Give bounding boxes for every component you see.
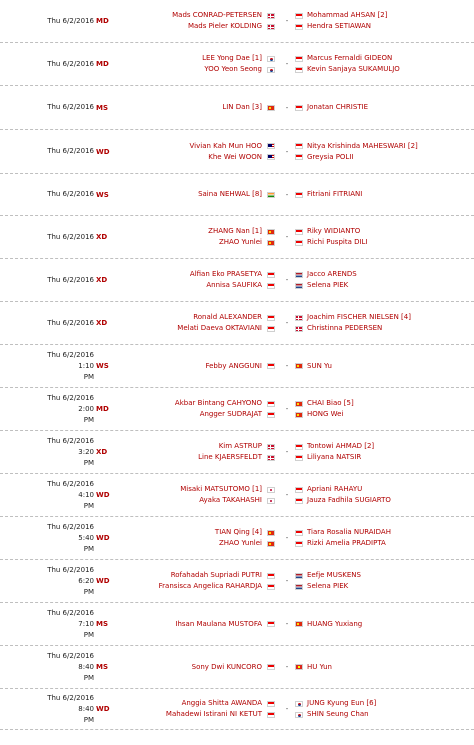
flag-ina-icon	[295, 24, 303, 30]
flag-ina-icon	[267, 326, 275, 332]
match-row	[0, 474, 474, 517]
versus-dash: -	[285, 319, 289, 327]
home-flags	[266, 259, 276, 301]
match-date: Thu 6/2/2016 3:20	[47, 436, 94, 456]
away-players	[307, 0, 474, 42]
flag-kor-icon	[267, 56, 275, 62]
away-players	[307, 689, 474, 729]
match-datetime	[42, 43, 94, 85]
away-flags	[294, 130, 304, 173]
match-datetime	[42, 345, 94, 387]
home-flags	[266, 646, 276, 688]
flag-ina-icon	[267, 272, 275, 278]
versus-dash: -	[285, 448, 289, 456]
away-flags	[294, 86, 304, 129]
player-link[interactable]: Hendra SETIAWAN	[307, 22, 372, 30]
player-link[interactable]: Christinna PEDERSEN	[307, 324, 383, 332]
away-flags	[294, 560, 304, 602]
match-date: Thu 6/2/2016 1:10	[47, 350, 94, 370]
match-time: PM	[83, 715, 94, 724]
away-players	[307, 86, 474, 129]
flag-ina-icon	[267, 315, 275, 321]
player-link[interactable]: Selena PIEK	[307, 582, 349, 590]
match-time: PM	[83, 544, 94, 553]
flag-kor-icon	[295, 701, 303, 707]
flag-ina-icon	[295, 530, 303, 536]
player-link[interactable]: ZHAO Yunlei	[218, 539, 262, 547]
event-code: XD	[96, 448, 108, 456]
match-date: Thu 6/2/2016	[47, 318, 94, 327]
flag-ina-icon	[295, 444, 303, 450]
flag-ina-icon	[267, 701, 275, 707]
flag-chn-icon	[295, 621, 303, 627]
player-link[interactable]: Mohammad AHSAN [2]	[307, 11, 388, 19]
match-datetime	[42, 259, 94, 301]
match-time: PM	[83, 415, 94, 424]
match-row	[0, 345, 474, 388]
flag-den-icon	[267, 13, 275, 19]
flag-ina-icon	[267, 621, 275, 627]
flag-ned-icon	[295, 283, 303, 289]
match-datetime	[42, 689, 94, 729]
match-datetime	[42, 603, 94, 645]
home-players	[120, 43, 262, 85]
flag-ina-icon	[267, 584, 275, 590]
home-players	[120, 646, 262, 688]
player-link[interactable]: Nitya Krishinda MAHESWARI [2]	[307, 141, 418, 150]
player-link[interactable]: Jonatan CHRISTIE	[307, 103, 369, 111]
player-link[interactable]: Ihsan Maulana MUSTOFA	[175, 619, 262, 628]
versus-dash: -	[285, 276, 289, 284]
event-code: MD	[96, 17, 109, 25]
event-code: MD	[96, 60, 109, 68]
match-row	[0, 517, 474, 560]
away-players	[307, 216, 474, 258]
versus-dash: -	[285, 17, 289, 25]
match-date: Thu 6/2/2016	[47, 275, 94, 284]
flag-ina-icon	[267, 664, 275, 670]
flag-kor-icon	[267, 67, 275, 73]
match-datetime	[42, 474, 94, 516]
versus-dash: -	[285, 534, 289, 542]
player-link[interactable]: Apriani RAHAYU	[307, 485, 363, 493]
player-link[interactable]: Ronald ALEXANDER	[193, 313, 262, 321]
match-datetime	[42, 388, 94, 430]
home-players	[120, 174, 262, 215]
home-flags	[266, 174, 276, 215]
home-flags	[266, 431, 276, 473]
home-flags	[266, 388, 276, 430]
event-code: WD	[96, 705, 110, 713]
flag-ned-icon	[295, 584, 303, 590]
flag-ina-icon	[295, 56, 303, 62]
flag-ina-icon	[295, 13, 303, 19]
away-players	[307, 174, 474, 215]
flag-ina-icon	[295, 541, 303, 547]
player-link[interactable]: Fitriani FITRIANI	[307, 190, 363, 198]
player-link[interactable]: Riky WIDIANTO	[307, 227, 361, 235]
versus-dash: -	[285, 405, 289, 413]
match-datetime	[42, 302, 94, 344]
event-code: XD	[96, 319, 108, 327]
player-link[interactable]: Annisa SAUFIKA	[206, 281, 262, 289]
flag-chn-icon	[267, 541, 275, 547]
flag-chn-icon	[267, 240, 275, 246]
player-link[interactable]: Rizki Amelia PRADIPTA	[307, 539, 386, 547]
event-code: XD	[96, 233, 108, 241]
away-players	[307, 302, 474, 344]
player-link[interactable]: Sony Dwi KUNCORO	[191, 662, 262, 671]
player-link[interactable]: YOO Yeon Seong	[204, 65, 262, 73]
flag-ina-icon	[267, 401, 275, 407]
versus-dash: -	[285, 491, 289, 499]
player-link[interactable]: Kevin Sanjaya SUKAMULJO	[307, 65, 400, 73]
home-flags	[266, 86, 276, 129]
match-date: Thu 6/2/2016	[47, 59, 94, 68]
event-code: MS	[96, 620, 109, 628]
player-link[interactable]: Jauza Fadhila SUGIARTO	[307, 496, 391, 504]
flag-ina-icon	[267, 363, 275, 369]
flag-ina-icon	[295, 229, 303, 235]
match-row	[0, 302, 474, 345]
match-date: Thu 6/2/2016	[47, 16, 94, 25]
away-flags	[294, 474, 304, 516]
away-players	[307, 474, 474, 516]
home-flags	[266, 0, 276, 42]
player-link[interactable]: Mads CONRAD-PETERSEN	[172, 11, 262, 19]
event-code: WD	[96, 577, 110, 585]
away-players	[307, 259, 474, 301]
player-link[interactable]: SUN Yu	[307, 361, 332, 370]
match-time: PM	[83, 372, 94, 381]
match-time: PM	[83, 458, 94, 467]
flag-ina-icon	[295, 105, 303, 111]
match-date: Thu 6/2/2016 5:40	[47, 522, 94, 542]
event-code: WD	[96, 491, 110, 499]
match-row	[0, 646, 474, 689]
flag-den-icon	[295, 326, 303, 332]
event-code: WD	[96, 534, 110, 542]
home-players	[120, 474, 262, 516]
player-link[interactable]: TIAN Qing [4]	[214, 528, 262, 536]
home-flags	[266, 130, 276, 173]
player-link[interactable]: CHAI Biao [5]	[307, 399, 354, 407]
home-players	[120, 517, 262, 559]
match-datetime	[42, 174, 94, 215]
player-link[interactable]: Liliyana NATSIR	[307, 453, 362, 461]
flag-jpn-icon	[267, 498, 275, 504]
home-flags	[266, 689, 276, 729]
away-flags	[294, 603, 304, 645]
home-players	[120, 0, 262, 42]
match-date: Thu 6/2/2016 2:00	[47, 393, 94, 413]
match-row	[0, 0, 474, 43]
away-players	[307, 560, 474, 602]
versus-dash: -	[285, 190, 289, 199]
flag-chn-icon	[267, 229, 275, 235]
away-players	[307, 517, 474, 559]
player-link[interactable]: Angger SUDRAJAT	[199, 410, 262, 418]
away-flags	[294, 646, 304, 688]
player-link[interactable]: SHIN Seung Chan	[307, 710, 369, 718]
player-link[interactable]: HUANG Yuxiang	[307, 619, 363, 628]
home-flags	[266, 216, 276, 258]
flag-kor-icon	[295, 712, 303, 718]
home-flags	[266, 302, 276, 344]
versus-dash: -	[285, 620, 289, 628]
flag-chn-icon	[267, 530, 275, 536]
match-datetime	[42, 431, 94, 473]
match-row	[0, 603, 474, 646]
away-players	[307, 646, 474, 688]
match-date: Thu 6/2/2016	[47, 190, 94, 198]
player-link[interactable]: Selena PIEK	[307, 281, 349, 289]
flag-ned-icon	[295, 573, 303, 579]
player-link[interactable]: Vivian Kah Mun HOO	[189, 141, 262, 150]
event-code: WS	[96, 190, 109, 199]
home-players	[120, 603, 262, 645]
player-link[interactable]: JUNG Kyung Eun [6]	[307, 699, 377, 707]
home-players	[120, 345, 262, 387]
flag-ina-icon	[295, 154, 303, 160]
away-players	[307, 43, 474, 85]
home-flags	[266, 345, 276, 387]
flag-vie-icon	[295, 664, 303, 670]
player-link[interactable]: Ayaka TAKAHASHI	[199, 496, 262, 504]
flag-mas-icon	[267, 154, 275, 160]
match-time: PM	[83, 673, 94, 682]
player-link[interactable]: Melati Daeva OKTAVIANI	[177, 324, 262, 332]
match-date: Thu 6/2/2016 4:10	[47, 479, 94, 499]
versus-dash: -	[285, 60, 289, 68]
player-link[interactable]: Fransisca Angelica RAHARDJA	[158, 582, 262, 590]
home-flags	[266, 560, 276, 602]
flag-ina-icon	[295, 455, 303, 461]
player-link[interactable]: Jacco ARENDS	[307, 270, 357, 278]
player-link[interactable]: Greysia POLII	[307, 152, 354, 161]
flag-ina-icon	[295, 487, 303, 493]
player-link[interactable]: Khe Wei WOON	[208, 152, 262, 161]
player-link[interactable]: Tontowi AHMAD [2]	[307, 442, 375, 450]
match-datetime	[42, 130, 94, 173]
match-row	[0, 43, 474, 86]
home-players	[120, 689, 262, 729]
flag-ina-icon	[295, 67, 303, 73]
match-time: PM	[83, 501, 94, 510]
flag-ina-icon	[267, 573, 275, 579]
away-players	[307, 130, 474, 173]
match-row	[0, 174, 474, 216]
player-link[interactable]: Marcus Fernaldi GIDEON	[307, 54, 393, 62]
player-link[interactable]: Febby ANGGUNI	[205, 361, 262, 370]
flag-ina-icon	[267, 712, 275, 718]
player-link[interactable]: Anggia Shitta AWANDA	[181, 699, 262, 707]
flag-ina-icon	[295, 143, 303, 149]
match-row	[0, 86, 474, 130]
home-players	[120, 560, 262, 602]
away-flags	[294, 302, 304, 344]
match-row	[0, 560, 474, 603]
player-link[interactable]: Eefje MUSKENS	[307, 571, 361, 579]
flag-den-icon	[267, 444, 275, 450]
flag-den-icon	[267, 24, 275, 30]
player-link[interactable]: Kim ASTRUP	[218, 442, 262, 450]
match-row	[0, 431, 474, 474]
home-players	[120, 86, 262, 129]
player-link[interactable]: HONG Wei	[307, 410, 344, 418]
match-datetime	[42, 560, 94, 602]
match-row	[0, 130, 474, 174]
player-link[interactable]: HU Yun	[307, 662, 332, 671]
event-code: WD	[96, 147, 110, 156]
player-link[interactable]: Richi Puspita DILI	[307, 238, 368, 246]
event-code: WS	[96, 362, 109, 370]
versus-dash: -	[285, 147, 289, 156]
away-flags	[294, 431, 304, 473]
match-time: PM	[83, 630, 94, 639]
away-flags	[294, 174, 304, 215]
match-datetime	[42, 517, 94, 559]
away-players	[307, 431, 474, 473]
event-code: MD	[96, 405, 109, 413]
player-link[interactable]: Misaki MATSUTOMO [1]	[180, 485, 262, 493]
away-flags	[294, 345, 304, 387]
match-time: PM	[83, 587, 94, 596]
player-link[interactable]: Joachim FISCHER NIELSEN [4]	[307, 313, 411, 321]
away-flags	[294, 216, 304, 258]
home-players	[120, 431, 262, 473]
versus-dash: -	[285, 663, 289, 671]
away-flags	[294, 259, 304, 301]
away-flags	[294, 517, 304, 559]
flag-ina-icon	[295, 240, 303, 246]
match-date: Thu 6/2/2016	[47, 147, 94, 155]
away-players	[307, 345, 474, 387]
flag-jpn-icon	[267, 487, 275, 493]
home-players	[120, 130, 262, 173]
match-datetime	[42, 646, 94, 688]
player-link[interactable]: ZHAO Yunlei	[218, 238, 262, 246]
match-date: Thu 6/2/2016 7:10	[47, 608, 94, 628]
versus-dash: -	[285, 233, 289, 241]
player-link[interactable]: Alfian Eko PRASETYA	[189, 270, 262, 278]
player-link[interactable]: Mahadewi Istirani NI KETUT	[165, 710, 262, 718]
flag-ina-icon	[267, 283, 275, 289]
home-players	[120, 302, 262, 344]
away-flags	[294, 0, 304, 42]
flag-den-icon	[267, 455, 275, 461]
versus-dash: -	[285, 103, 289, 112]
home-players	[120, 388, 262, 430]
match-datetime	[42, 216, 94, 258]
flag-chn-icon	[295, 363, 303, 369]
event-code: XD	[96, 276, 108, 284]
match-date: Thu 6/2/2016 8:40	[47, 651, 94, 671]
player-link[interactable]: Rofahadah Supriadi PUTRI	[170, 571, 262, 579]
flag-chn-icon	[295, 412, 303, 418]
player-link[interactable]: ZHANG Nan [1]	[208, 227, 262, 235]
home-flags	[266, 474, 276, 516]
flag-ina-icon	[267, 412, 275, 418]
flag-ned-icon	[295, 272, 303, 278]
away-flags	[294, 689, 304, 729]
home-flags	[266, 43, 276, 85]
match-date: Thu 6/2/2016	[47, 232, 94, 241]
away-players	[307, 603, 474, 645]
player-link[interactable]: Tiara Rosalia NURAIDAH	[307, 528, 391, 536]
home-players	[120, 216, 262, 258]
event-code: MS	[96, 663, 109, 671]
player-link[interactable]: Saina NEHWAL [8]	[198, 190, 262, 198]
match-row	[0, 689, 474, 730]
player-link[interactable]: Mads Pieler KOLDING	[187, 22, 262, 30]
player-link[interactable]: LIN Dan [3]	[222, 103, 262, 111]
away-flags	[294, 43, 304, 85]
home-flags	[266, 603, 276, 645]
flag-den-icon	[295, 315, 303, 321]
versus-dash: -	[285, 705, 289, 713]
versus-dash: -	[285, 577, 289, 585]
match-date: Thu 6/2/2016 6:20	[47, 565, 94, 585]
flag-ina-icon	[295, 192, 303, 198]
flag-mas-icon	[267, 143, 275, 149]
flag-ina-icon	[295, 498, 303, 504]
match-date: Thu 6/2/2016 8:40	[47, 693, 94, 713]
match-row	[0, 388, 474, 431]
player-link[interactable]: Akbar Bintang CAHYONO	[174, 399, 262, 407]
match-row	[0, 259, 474, 302]
match-row	[0, 216, 474, 259]
versus-dash: -	[285, 362, 289, 370]
player-link[interactable]: Line KJAERSFELDT	[198, 453, 262, 461]
match-datetime	[42, 86, 94, 129]
away-players	[307, 388, 474, 430]
away-flags	[294, 388, 304, 430]
home-flags	[266, 517, 276, 559]
flag-chn-icon	[295, 401, 303, 407]
match-date: Thu 6/2/2016	[47, 103, 94, 111]
flag-ind-icon	[267, 192, 275, 198]
flag-chn-icon	[267, 105, 275, 111]
home-players	[120, 259, 262, 301]
event-code: MS	[96, 103, 109, 112]
match-datetime	[42, 0, 94, 42]
player-link[interactable]: LEE Yong Dae [1]	[202, 54, 262, 62]
